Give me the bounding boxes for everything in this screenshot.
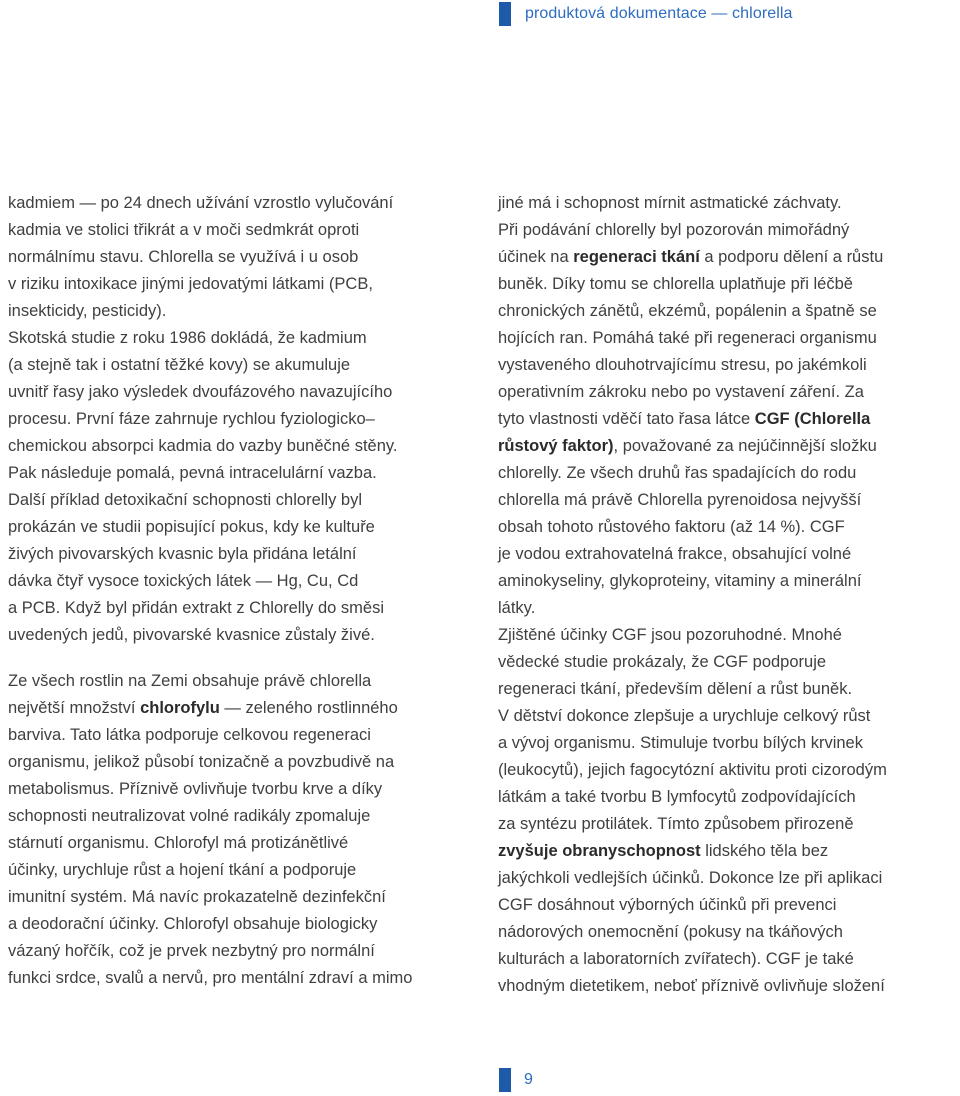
- text-line: [8, 271, 478, 298]
- text-line: [8, 541, 478, 568]
- page-number: 9: [524, 1071, 533, 1088]
- text-line: [498, 298, 960, 325]
- text-run: kulturách a laboratorních zvířatech). CGF je také: [498, 950, 854, 968]
- text-run: lidského těla bez: [700, 842, 829, 860]
- text-run: buněk. Díky tomu se chlorella uplatňuje při léčbě: [498, 275, 853, 293]
- text-line: [8, 217, 478, 244]
- text-run: uvedených jedů, pivovarské kvasnice zůstaly živé.: [8, 626, 375, 644]
- text-run: operativním zákroku nebo po vystavení záření. Za: [498, 383, 864, 401]
- text-run: chemickou absorpci kadmia do vazby buněčné stěny.: [8, 437, 398, 455]
- text-line: [498, 190, 960, 217]
- text-line: [8, 190, 478, 217]
- text-run: prokázán ve studii popisující pokus, kdy ke kultuře: [8, 518, 375, 536]
- text-line: [8, 244, 478, 271]
- text-line: [498, 379, 960, 406]
- header-title: produktová dokumentace — chlorella: [525, 5, 793, 22]
- text-run: Při podávání chlorelly byl pozorován mimořádný: [498, 221, 850, 239]
- text-line: [498, 460, 960, 487]
- text-run: , považované za nejúčinnější složku: [613, 437, 877, 455]
- text-run: barviva. Tato látka podporuje celkovou regeneraci: [8, 726, 371, 744]
- text-run: organismu, jelikož působí tonizačně a povzbudivě na: [8, 753, 395, 771]
- text-run: a PCB. Když byl přidán extrakt z Chlorelly do směsi: [8, 599, 384, 617]
- text-run: za syntézu protilátek. Tímto způsobem přirozeně: [498, 815, 854, 833]
- text-run: chronických zánětů, ekzémů, popálenin a špatně se: [498, 302, 877, 320]
- text-line: [498, 433, 960, 460]
- text-run: tyto vlastnosti vděčí tato řasa látce: [498, 410, 755, 428]
- text-run: kadmiem — po 24 dnech užívání vzrostlo vylučování: [8, 194, 394, 212]
- text-line: [8, 884, 478, 911]
- text-line: [498, 541, 960, 568]
- text-run: vázaný hořčík, což je prvek nezbytný pro normální: [8, 942, 375, 960]
- text-run: a deodorační účinky. Chlorofyl obsahuje biologicky: [8, 915, 378, 933]
- text-line: [498, 217, 960, 244]
- text-line: [8, 911, 478, 938]
- text-run: funkci srdce, svalů a nervů, pro mentální zdraví a mimo: [8, 969, 413, 987]
- text-run: a vývoj organismu. Stimuluje tvorbu bílých krvinek: [498, 734, 863, 752]
- text-line: [498, 487, 960, 514]
- text-line: [8, 298, 478, 325]
- text-run: v riziku intoxikace jinými jedovatými látkami (PCB,: [8, 275, 373, 293]
- text-run: metabolismus. Příznivě ovlivňuje tvorbu krve a díky: [8, 780, 383, 798]
- text-line: [8, 830, 478, 857]
- text-line: [8, 433, 478, 460]
- text-run: největší množství: [8, 699, 141, 717]
- bold-text: zvyšuje obranyschopnost: [498, 842, 701, 860]
- text-run: hojících ran. Pomáhá také při regeneraci organismu: [498, 329, 877, 347]
- text-line: [8, 668, 478, 695]
- text-line: [8, 965, 478, 992]
- text-run: Skotská studie z roku 1986 dokládá, že kadmium: [8, 329, 367, 347]
- text-run: schopnosti neutralizovat volné radikály zpomaluje: [8, 807, 371, 825]
- text-line: [8, 325, 478, 352]
- text-line: [8, 857, 478, 884]
- text-line: [8, 938, 478, 965]
- text-line: [8, 595, 478, 622]
- text-line: [498, 757, 960, 784]
- text-run: vhodným dietetikem, neboť příznivě ovlivňuje složení: [498, 977, 885, 995]
- text-run: Zjištěné účinky CGF jsou pozoruhodné. Mnohé: [498, 626, 842, 644]
- text-run: stárnutí organismu. Chlorofyl má protizánětlivé: [8, 834, 349, 852]
- text-run: imunitní systém. Má navíc prokazatelně dezinfekční: [8, 888, 386, 906]
- text-line: [498, 676, 960, 703]
- text-run: — zeleného rostlinného: [219, 699, 398, 717]
- text-line: [498, 865, 960, 892]
- text-run: procesu. První fáze zahrnuje rychlou fyziologicko–: [8, 410, 375, 428]
- text-run: a podporu dělení a růstu: [699, 248, 884, 266]
- text-line: [8, 695, 478, 722]
- text-line: [498, 406, 960, 433]
- text-line: [8, 460, 478, 487]
- text-run: aminokyseliny, glykoproteiny, vitaminy a minerální: [498, 572, 862, 590]
- text-run: Pak následuje pomalá, pevná intracelulární vazba.: [8, 464, 377, 482]
- text-run: vystaveného dlouhotrvajícímu stresu, po jakémkoli: [498, 356, 867, 374]
- text-run: CGF dosáhnout výborných účinků při prevenci: [498, 896, 837, 914]
- text-line: [498, 568, 960, 595]
- text-line: [8, 487, 478, 514]
- text-run: (leukocytů), jejich fagocytózní aktivitu proti cizorodým: [498, 761, 887, 779]
- page-header: [499, 2, 793, 26]
- left-text-column: [8, 190, 478, 992]
- text-line: [498, 649, 960, 676]
- text-line: [498, 325, 960, 352]
- text-run: nádorových onemocnění (pokusy na tkáňových: [498, 923, 843, 941]
- text-line: [498, 244, 960, 271]
- text-line: [498, 973, 960, 1000]
- text-run: Ze všech rostlin na Zemi obsahuje právě chlorella: [8, 672, 372, 690]
- text-line: [498, 946, 960, 973]
- text-run: kadmia ve stolici třikrát a v moči sedmkrát oproti: [8, 221, 360, 239]
- text-run: látkám a také tvorbu B lymfocytů zodpovídajících: [498, 788, 856, 806]
- bold-text: regeneraci tkání: [573, 248, 700, 266]
- right-text-column: [498, 190, 960, 1000]
- text-run: V dětství dokonce zlepšuje a urychluje celkový růst: [498, 707, 871, 725]
- text-run: dávka čtyř vysoce toxických látek — Hg, Cu, Cd: [8, 572, 359, 590]
- text-line: [8, 622, 478, 649]
- text-line: [498, 784, 960, 811]
- text-line: [8, 722, 478, 749]
- text-line: [498, 514, 960, 541]
- text-line: [498, 703, 960, 730]
- text-run: uvnitř řasy jako výsledek dvoufázového navazujícího: [8, 383, 393, 401]
- text-run: látky.: [498, 599, 536, 617]
- bold-text: chlorofylu: [140, 699, 220, 717]
- text-run: jiné má i schopnost mírnit astmatické záchvaty.: [498, 194, 842, 212]
- text-line: [8, 379, 478, 406]
- text-line: [498, 919, 960, 946]
- text-run: jakýchkoli vedlejších účinků. Dokonce lze při aplikaci: [498, 869, 883, 887]
- text-run: účinky, urychluje růst a hojení tkání a podporuje: [8, 861, 357, 879]
- text-run: vědecké studie prokázaly, že CGF podporuje: [498, 653, 827, 671]
- text-run: Další příklad detoxikační schopnosti chlorelly byl: [8, 491, 363, 509]
- text-run: chlorella má právě Chlorella pyrenoidosa nejvyšší: [498, 491, 862, 509]
- header-accent-bar: [499, 2, 511, 26]
- text-line: [498, 811, 960, 838]
- text-line: [498, 271, 960, 298]
- text-run: chlorelly. Ze všech druhů řas spadajících do rodu: [498, 464, 857, 482]
- text-line: [498, 595, 960, 622]
- text-run: insekticidy, pesticidy).: [8, 302, 167, 320]
- footer-accent-bar: [499, 1068, 511, 1092]
- text-line: [498, 838, 960, 865]
- text-run: normálnímu stavu. Chlorella se využívá i u osob: [8, 248, 359, 266]
- text-line: [8, 803, 478, 830]
- text-run: regeneraci tkání, především dělení a růst buněk.: [498, 680, 853, 698]
- text-line: [8, 776, 478, 803]
- bold-text: CGF (Chlorella: [754, 410, 871, 428]
- text-line: [498, 892, 960, 919]
- paragraph-gap: [8, 649, 478, 668]
- text-line: [498, 352, 960, 379]
- text-line: [498, 730, 960, 757]
- text-run: obsah tohoto růstového faktoru (až 14 %). CGF: [498, 518, 845, 536]
- text-run: živých pivovarských kvasnic byla přidána letální: [8, 545, 357, 563]
- text-run: účinek na: [498, 248, 574, 266]
- text-line: [8, 749, 478, 776]
- bold-text: růstový faktor): [498, 437, 614, 455]
- text-run: (a stejně tak i ostatní těžké kovy) se akumuluje: [8, 356, 351, 374]
- page-footer: [499, 1068, 533, 1092]
- text-run: je vodou extrahovatelná frakce, obsahující volné: [498, 545, 852, 563]
- text-line: [498, 622, 960, 649]
- text-line: [8, 406, 478, 433]
- text-line: [8, 352, 478, 379]
- text-line: [8, 568, 478, 595]
- text-line: [8, 514, 478, 541]
